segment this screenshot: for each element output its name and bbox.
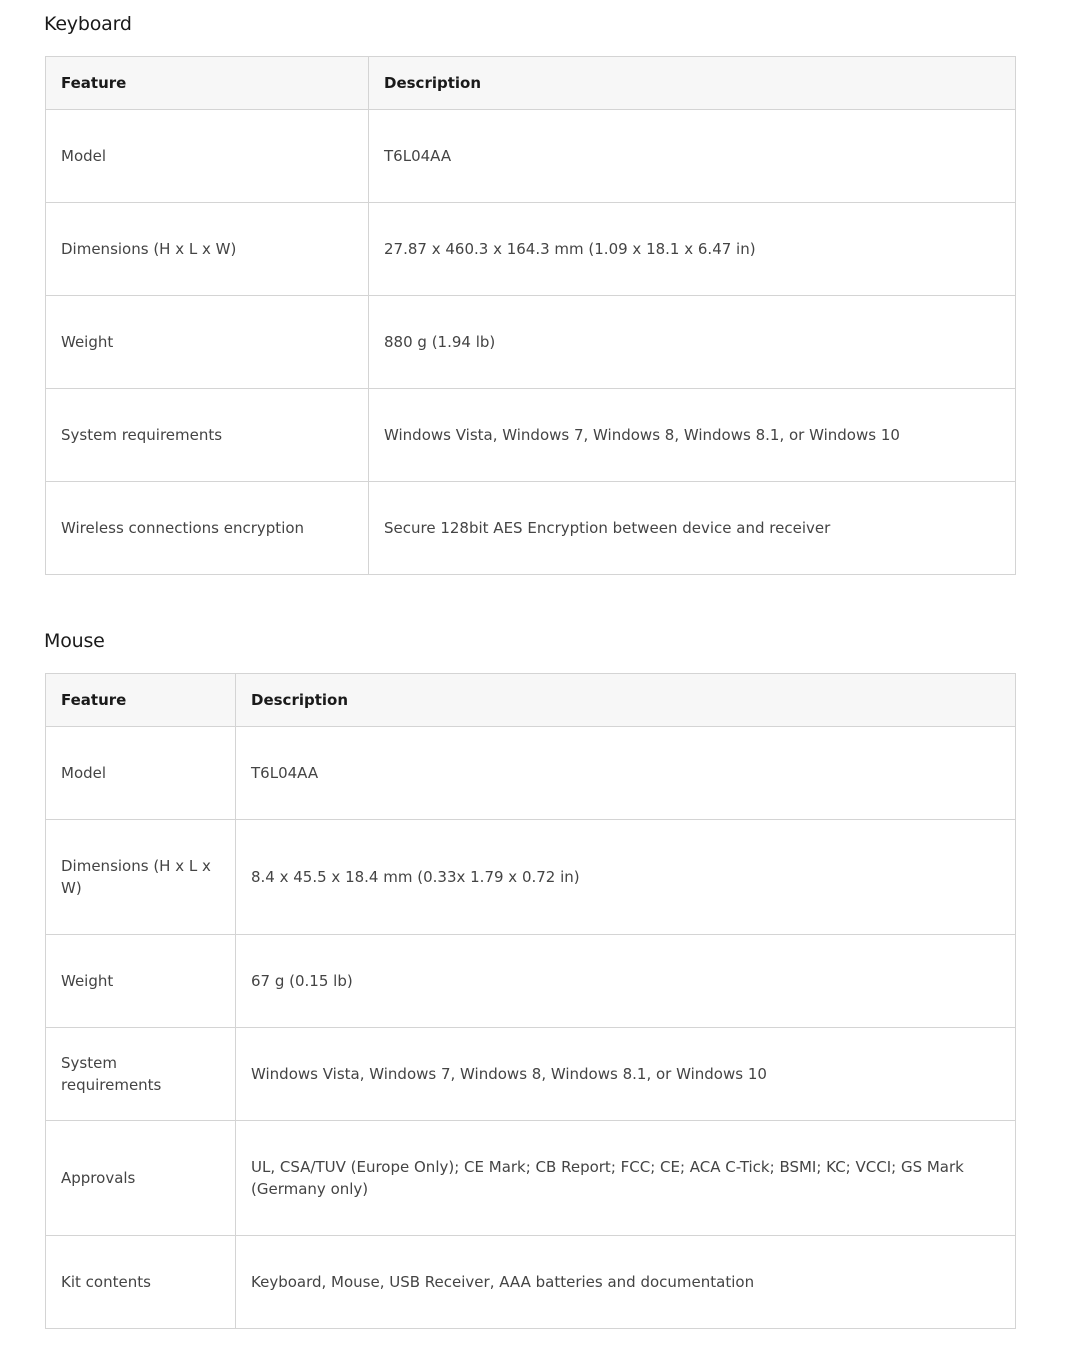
table-row bbox=[46, 110, 1016, 203]
keyboard-spec-table bbox=[45, 56, 1016, 575]
feature-cell: Dimensions (H x L x W) bbox=[46, 820, 236, 935]
feature-cell: Weight bbox=[46, 935, 236, 1028]
feature-cell: System requirements bbox=[46, 1028, 236, 1121]
table-header-row bbox=[46, 57, 1016, 110]
feature-column-header: Feature bbox=[46, 57, 369, 110]
description-cell: UL, CSA/TUV (Europe Only); CE Mark; CB Report; FCC; CE; ACA C-Tick; BSMI; KC; VCCI; GS Mark (Germany only) bbox=[236, 1121, 1016, 1236]
table-row bbox=[46, 482, 1016, 575]
keyboard-section-title: Keyboard bbox=[44, 13, 132, 35]
feature-cell: System requirements bbox=[46, 389, 369, 482]
table-row bbox=[46, 727, 1016, 820]
table-row bbox=[46, 1028, 1016, 1121]
table-header-row bbox=[46, 674, 1016, 727]
description-cell: Secure 128bit AES Encryption between device and receiver bbox=[369, 482, 1016, 575]
description-column-header: Description bbox=[236, 674, 1016, 727]
description-cell: 8.4 x 45.5 x 18.4 mm (0.33x 1.79 x 0.72 in) bbox=[236, 820, 1016, 935]
feature-cell: Weight bbox=[46, 296, 369, 389]
description-cell: Windows Vista, Windows 7, Windows 8, Windows 8.1, or Windows 10 bbox=[369, 389, 1016, 482]
description-cell: 880 g (1.94 lb) bbox=[369, 296, 1016, 389]
feature-cell: Model bbox=[46, 727, 236, 820]
feature-cell: Model bbox=[46, 110, 369, 203]
feature-cell: Wireless connections encryption bbox=[46, 482, 369, 575]
mouse-spec-table bbox=[45, 673, 1016, 1329]
table-row bbox=[46, 1236, 1016, 1329]
feature-cell: Dimensions (H x L x W) bbox=[46, 203, 369, 296]
table-row bbox=[46, 389, 1016, 482]
description-cell: T6L04AA bbox=[369, 110, 1016, 203]
feature-column-header: Feature bbox=[46, 674, 236, 727]
table-row bbox=[46, 935, 1016, 1028]
description-cell: 67 g (0.15 lb) bbox=[236, 935, 1016, 1028]
description-cell: Windows Vista, Windows 7, Windows 8, Windows 8.1, or Windows 10 bbox=[236, 1028, 1016, 1121]
mouse-section-title: Mouse bbox=[44, 630, 105, 652]
table-row bbox=[46, 1121, 1016, 1236]
feature-cell: Kit contents bbox=[46, 1236, 236, 1329]
description-cell: T6L04AA bbox=[236, 727, 1016, 820]
table-row bbox=[46, 296, 1016, 389]
table-row bbox=[46, 820, 1016, 935]
table-row bbox=[46, 203, 1016, 296]
description-column-header: Description bbox=[369, 57, 1016, 110]
description-cell: 27.87 x 460.3 x 164.3 mm (1.09 x 18.1 x 6.47 in) bbox=[369, 203, 1016, 296]
feature-cell: Approvals bbox=[46, 1121, 236, 1236]
description-cell: Keyboard, Mouse, USB Receiver, AAA batteries and documentation bbox=[236, 1236, 1016, 1329]
